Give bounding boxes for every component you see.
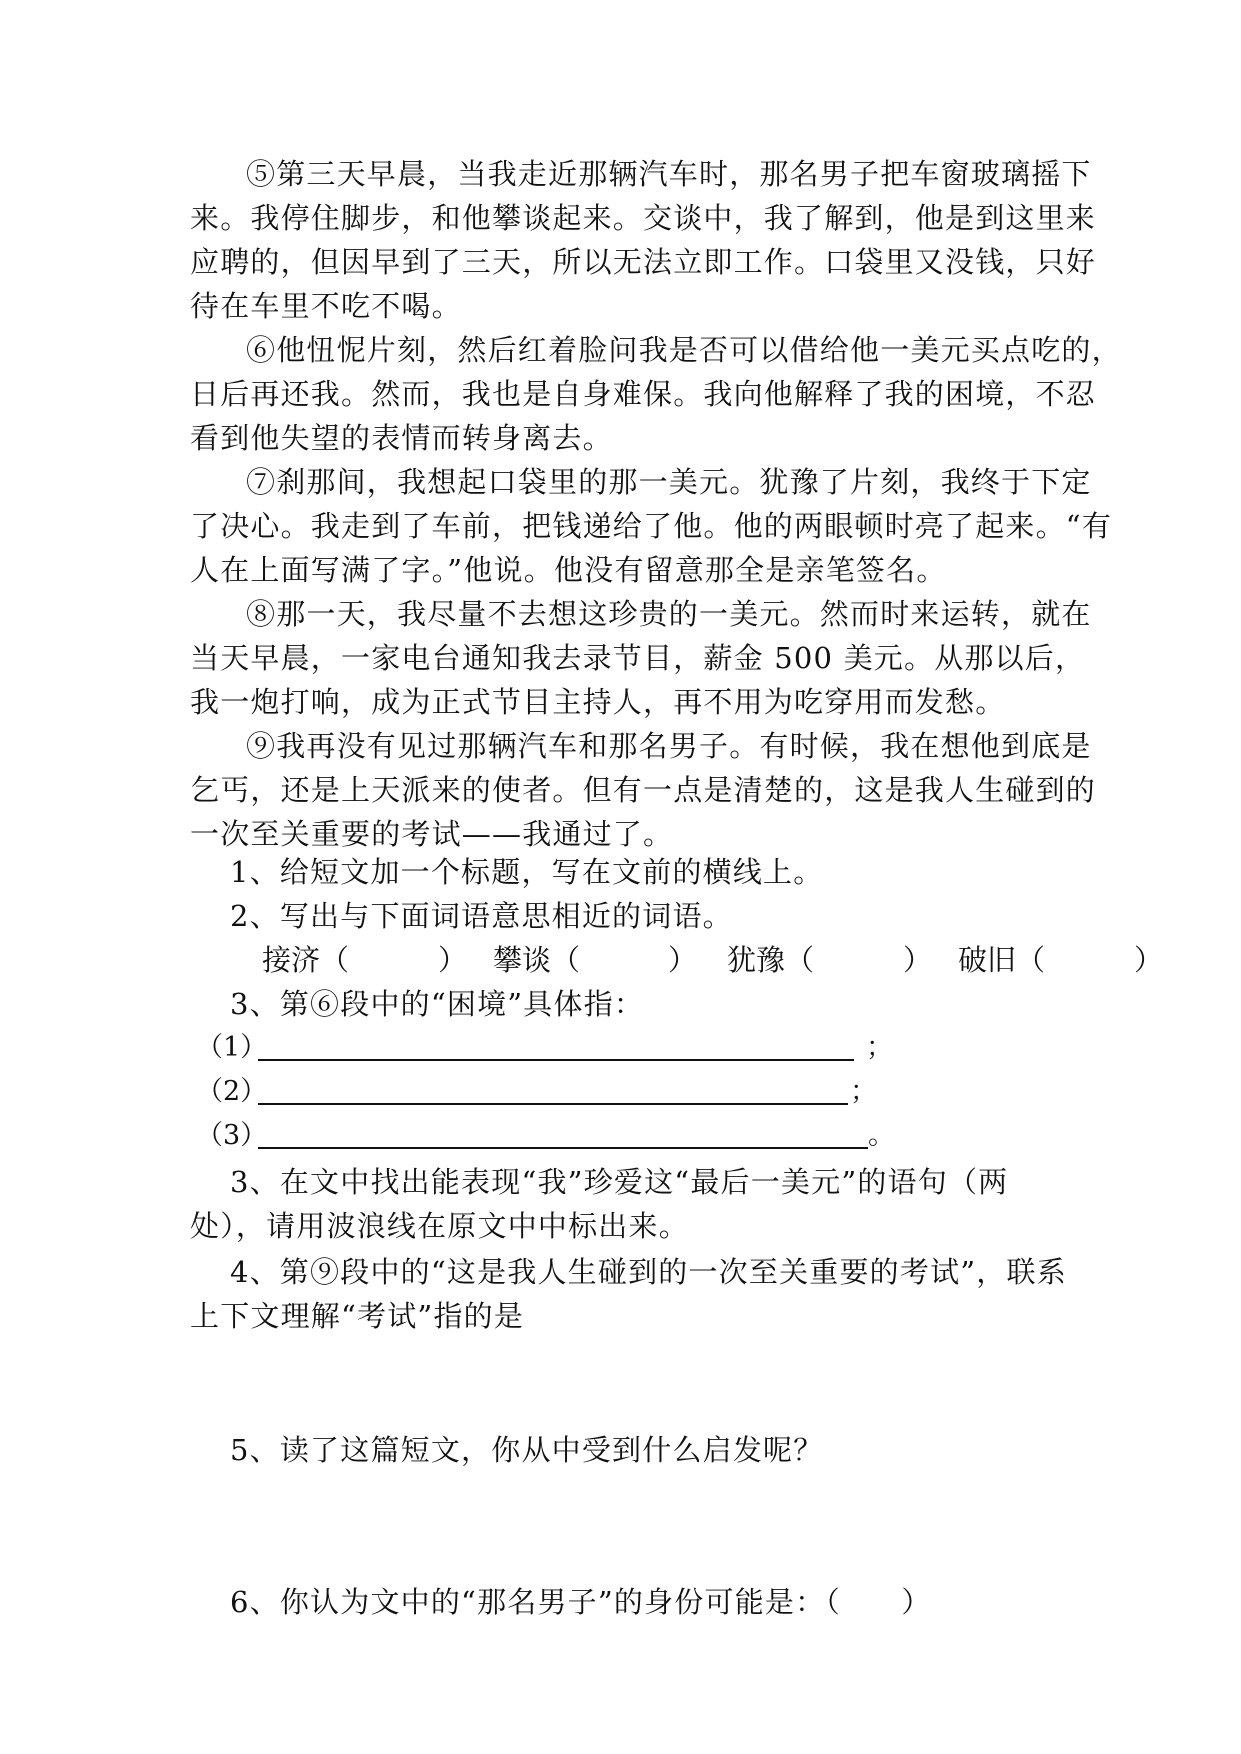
synonym-blank-3-close[interactable]: ）: [903, 943, 933, 977]
question-1: 1、给短文加一个标题，写在文前的横线上。: [230, 855, 824, 889]
paragraph-8-line-2: 当天早晨，一家电台通知我去录节目，薪金 500 美元。从那以后，: [190, 641, 1086, 675]
paragraph-7-line-2: 了决心。我走到了车前，把钱递给了他。他的两眼顿时亮了起来。“有: [190, 509, 1113, 543]
answer-line-1-label: （1）: [196, 1032, 268, 1063]
paragraph-6-line-1: ⑥他忸怩片刻，然后红着脸问我是否可以借给他一美元买点吃的，: [246, 333, 1122, 367]
paragraph-5-line-3: 应聘的，但因早到了三天，所以无法立即工作。口袋里又没钱，只好: [190, 245, 1097, 279]
question-5: 5、读了这篇短文，你从中受到什么启发呢？: [230, 1433, 824, 1467]
question-4-line-2: 上下文理解“考试”指的是: [190, 1299, 525, 1333]
answer-line-2-rule: [258, 1103, 848, 1105]
synonym-word-3: 犹豫（: [727, 943, 815, 977]
question-6: 6、你认为文中的“那名男子”的身份可能是：（ ）: [230, 1585, 932, 1619]
paragraph-5-line-4: 待在车里不吃不喝。: [190, 289, 462, 323]
paragraph-7-line-3: 人在上面写满了字。”他说。他没有留意那全是亲笔签名。: [190, 553, 947, 587]
synonym-word-4: 破旧（: [958, 943, 1046, 977]
paragraph-9-line-1: ⑨我再没有见过那辆汽车和那名男子。有时候，我在想他到底是: [246, 729, 1092, 763]
answer-line-1-rule: [258, 1059, 854, 1061]
paragraph-5-line-2: 来。我停住脚步，和他攀谈起来。交谈中，我了解到，他是到这里来: [190, 201, 1097, 235]
synonym-word-1: 接济（: [262, 943, 350, 977]
question-2: 2、写出与下面词语意思相近的词语。: [230, 899, 733, 933]
synonym-word-2: 攀谈（: [493, 943, 581, 977]
answer-line-1-end: ；: [866, 1032, 893, 1063]
paragraph-9-line-3: 一次至关重要的考试——我通过了。: [190, 817, 674, 851]
question-3b-line-2: 处），请用波浪线在原文中中标出来。: [190, 1209, 689, 1243]
question-3b-line-1: 3、在文中找出能表现“我”珍爱这“最后一美元”的语句（两: [230, 1165, 1009, 1199]
paragraph-8-line-3: 我一炮打响，成为正式节目主持人，再不用为吃穿用而发愁。: [190, 685, 1006, 719]
paragraph-6-line-2: 日后再还我。然而，我也是自身难保。我向他解释了我的困境，不忍: [190, 377, 1097, 411]
question-3: 3、第⑥段中的“困境”具体指：: [230, 987, 645, 1021]
question-4-line-1: 4、第⑨段中的“这是我人生碰到的一次至关重要的考试”，联系: [230, 1255, 1067, 1289]
paragraph-6-line-3: 看到他失望的表情而转身离去。: [190, 421, 613, 455]
paragraph-8-line-1: ⑧那一天，我尽量不去想这珍贵的一美元。然而时来运转，就在: [246, 597, 1092, 631]
answer-line-3-end: 。: [868, 1120, 895, 1151]
paragraph-7-line-1: ⑦刹那间，我想起口袋里的那一美元。犹豫了片刻，我终于下定: [246, 465, 1092, 499]
answer-line-2-end: ；: [850, 1076, 877, 1107]
answer-line-3-label: （3）: [196, 1120, 268, 1151]
synonym-blank-4-close[interactable]: ）: [1134, 943, 1164, 977]
paragraph-9-line-2: 乞丐，还是上天派来的使者。但有一点是清楚的，这是我人生碰到的: [190, 773, 1097, 807]
synonym-blank-1-close[interactable]: ）: [438, 943, 468, 977]
paragraph-5-line-1: ⑤第三天早晨，当我走近那辆汽车时，那名男子把车窗玻璃摇下: [246, 157, 1092, 191]
answer-line-2-label: （2）: [196, 1076, 268, 1107]
answer-line-3-rule: [258, 1147, 868, 1149]
synonym-blank-2-close[interactable]: ）: [668, 943, 698, 977]
